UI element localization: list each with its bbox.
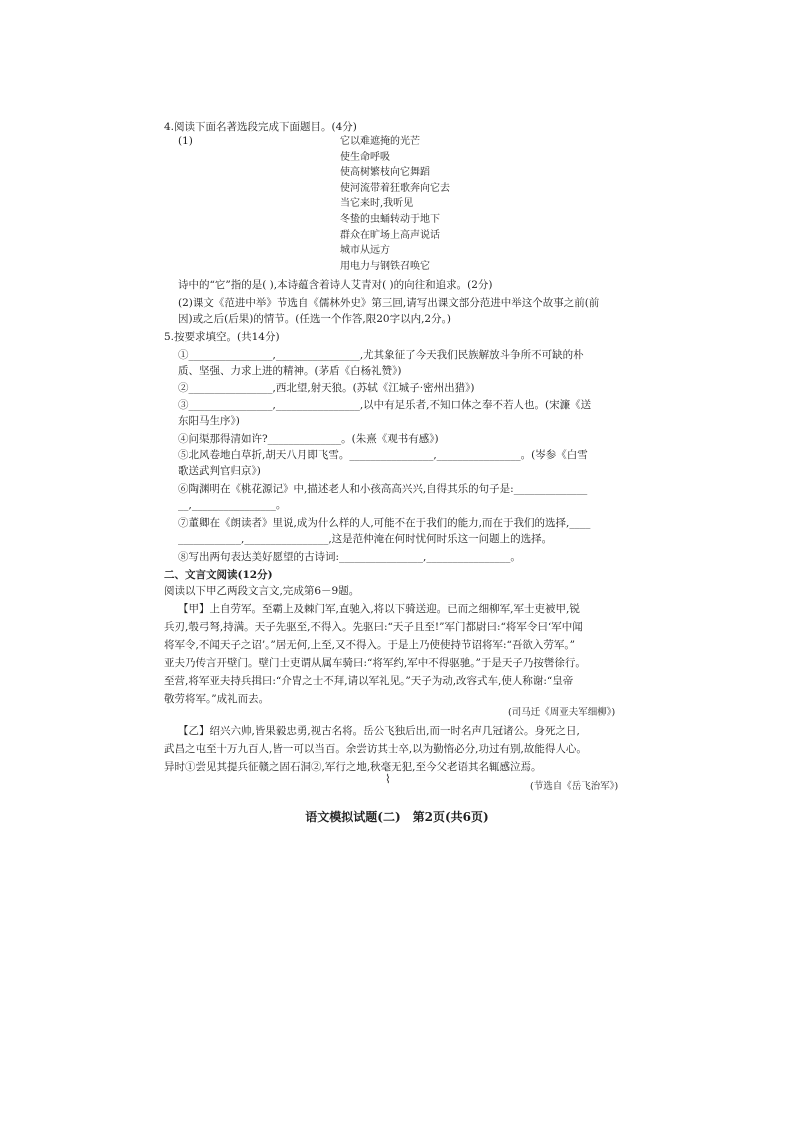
question-4-sub1-label: (1) [178,135,193,147]
fill-blank-line: 东阳马生序》) [178,415,240,427]
poem-line: 城市从远方 [340,245,390,257]
poem-block [340,134,450,274]
fill-blank-line: ④问渠那得清如许?______________。(朱熹《观书有感》) [178,433,439,445]
fill-blank-line: ①________________,________________,尤其象征了今天我们民族解放斗争所不可缺的朴 [178,349,584,361]
passage-jia-line: 敬劳将军。”成礼而去。 [164,693,270,705]
fill-blank-line: __,________________。 [178,499,287,511]
passage-jia-line: 【甲】上自劳军。至霸上及棘门军,直驰入,将以下骑送迎。已而之细柳军,军士吏被甲,锐 [178,603,580,615]
fill-blank-line: ⑧写出两句表达美好愿望的古诗词:________________,________________。 [178,551,521,563]
section-2-heading: 二、文言文阅读(12分) [164,569,273,581]
fill-blank-line: 质、坚强、力求上进的精神。(茅盾《白杨礼赞》) [178,365,402,377]
passage-yi-source: (节选自《岳飞治军》) [530,781,619,792]
fill-blank-line: ⑥陶渊明在《桃花源记》中,描述老人和小孩高高兴兴,自得其乐的句子是:______________ [178,483,588,495]
poem-line: 群众在旷场上高声说话 [340,229,440,241]
fill-blank-line: ⑦董卿在《朗读者》里说,成为什么样的人,可能不在于我们的能力,而在于我们的选择,____ [178,517,591,529]
fill-blank-line: ③________________,________________,以中有足乐者,不知口体之奉不若人也。(宋濂《送 [178,399,592,411]
poem-line: 当它来时,我听见 [340,198,414,210]
passage-jia-line: 将军令,不闻天子之诏’。”居无何,上至,又不得入。于是上乃使使持节诏将军:“吾欲入劳军。” [164,639,575,651]
section-2-intro: 阅读以下甲乙两段文言文,完成第6－9题。 [164,585,360,597]
fill-blank-line: ____________,________________,这是范仲淹在何时忧何时乐这一问题上的选择。 [178,533,553,545]
poem-line: 使河流带着狂歌奔向它去 [340,182,450,194]
question-4-sub2-line: (2)课文《范进中举》节选自《儒林外史》第三回,请写出课文部分范进中举这个故事之前(前 [178,297,600,309]
fill-blank-line: ②________________,西北望,射天狼。(苏轼《江城子·密州出猎》) [178,382,475,394]
question-4-sub1-text: 诗中的“它”指的是( ),本诗蕴含着诗人艾青对( )的向往和追求。(2分) [178,279,493,291]
poem-line: 冬蛰的虫蛹转动于地下 [340,213,440,225]
fill-blank-line: ⑤北风卷地白草折,胡天八月即飞雪。________________,________________。(岑参《白雪 [178,449,588,461]
scan-mark: ⌇ [385,772,391,786]
poem-line: 用电力与钢铁召唤它 [340,260,430,272]
question-4-heading: 4.阅读下面名著选段完成下面题目。(4分) [164,121,357,133]
passage-jia-line: 至营,将军亚夫持兵揖曰:“介胄之士不拜,请以军礼见。”天子为动,改容式车,使人称谢:“皇帝 [164,675,574,687]
passage-yi-line: 异时①尝见其提兵征赣之固石洞②,军行之地,秋毫无犯,至今父老语其名辄感泣焉。 [164,761,542,773]
question-5-heading: 5.按要求填空。(共14分) [164,331,280,343]
passage-yi-line: 武昌之屯至十万九百人,皆一可以当百。余尝访其士卒,以为勤惰必分,功过有别,故能得人心。 [164,743,587,755]
passage-jia-line: 亚夫乃传言开壁门。壁门士吏谓从属车骑曰:“将军约,军中不得驱驰。”于是天子乃按辔徐行。 [164,657,586,669]
page-footer: 语文模拟试题(二) 第2页(共6页) [305,810,489,824]
passage-jia-line: 兵刃,彀弓弩,持满。天子先驱至,不得入。先驱曰:“天子且至!”军门都尉曰:“将军令曰‘军中闻 [164,621,583,633]
poem-line: 使生命呼吸 [340,151,390,163]
passage-yi-line: 【乙】绍兴六帅,皆果毅忠勇,视古名将。岳公飞独后出,而一时名声几冠诸公。身死之日, [178,725,580,737]
passage-jia-source: (司马迁《周亚夫军细柳》) [508,707,616,718]
poem-line: 使高树繁枝向它舞蹈 [340,167,430,179]
fill-blank-line: 歌送武判官归京》) [178,465,261,477]
poem-line: 它以难遮掩的光芒 [340,136,420,147]
question-4-sub2-line: 因)或之后(后果)的情节。(任选一个作答,限20字以内,2分。) [178,313,451,325]
